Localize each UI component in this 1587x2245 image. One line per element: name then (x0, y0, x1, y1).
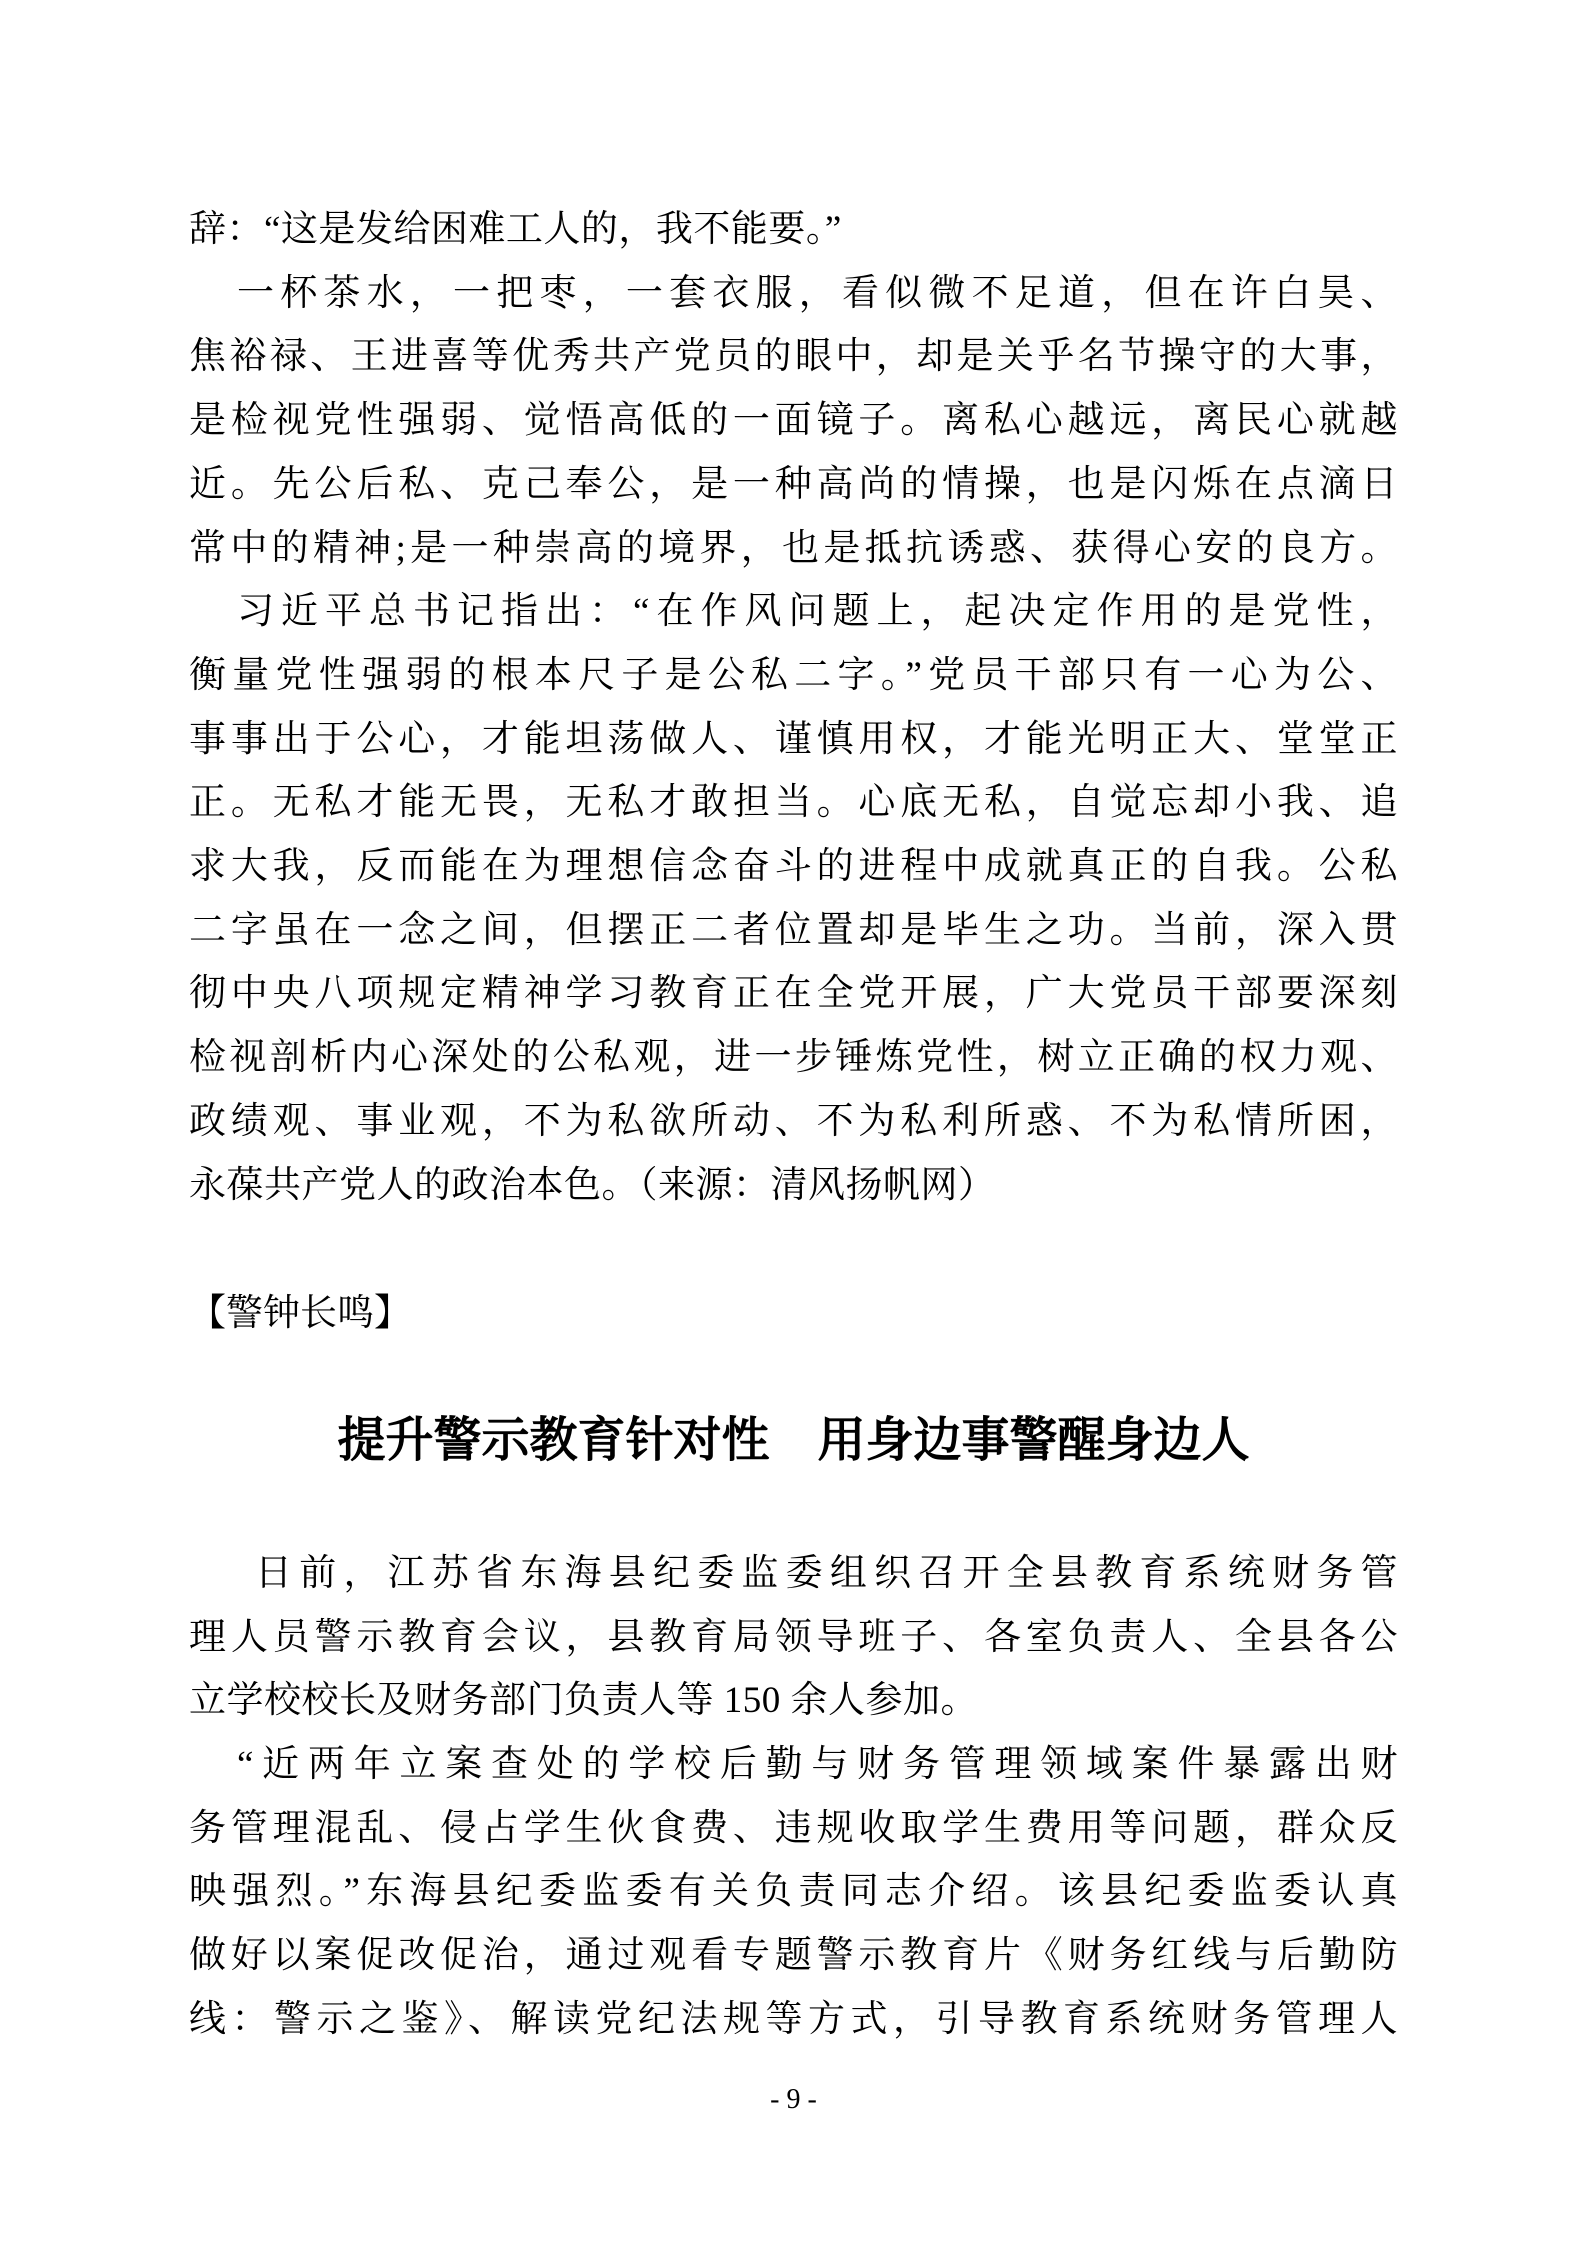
body-line: 一杯茶水，一把枣，一套衣服，看似微不足道，但在许白昊、 (237, 272, 1398, 314)
body-line: 理人员警示教育会议，县教育局领导班子、各室负责人、全县各公 (189, 1616, 1398, 1658)
page-content (189, 198, 1398, 2052)
page-number: - 9 - (770, 2084, 817, 2115)
body-line: 立学校校长及财务部门负责人等 150 余人参加。 (189, 1680, 978, 1722)
body-line: 常中的精神;是一种崇高的境界，也是抵抗诱惑、获得心安的良方。 (189, 527, 1398, 569)
body-line: 做好以案促改促治，通过观看专题警示教育片《财务红线与后勤防 (189, 1935, 1398, 1977)
body-line: 政绩观、事业观，不为私欲所动、不为私利所惑、不为私情所困， (189, 1100, 1398, 1142)
body-line: 求大我，反而能在为理想信念奋斗的进程中成就真正的自我。公私 (189, 846, 1398, 888)
body-line: 事事出于公心，才能坦荡做人、谨慎用权，才能光明正大、堂堂正 (189, 718, 1398, 760)
body-line: 二字虽在一念之间，但摆正二者位置却是毕生之功。当前，深入贯 (189, 909, 1398, 951)
section-header: 【警钟长鸣】 (189, 1293, 411, 1335)
body-line: 日前，江苏省东海县纪委监委组织召开全县教育系统财务管 (255, 1552, 1398, 1594)
body-line: 衡量党性强弱的根本尺子是公私二字。”党员干部只有一心为公、 (189, 654, 1398, 696)
body-line: “近两年立案查处的学校后勤与财务管理领域案件暴露出财 (237, 1744, 1398, 1786)
body-line: 是检视党性强弱、觉悟高低的一面镜子。离私心越远，离民心就越 (189, 400, 1398, 442)
body-line: 检视剖析内心深处的公私观，进一步锤炼党性，树立正确的权力观、 (189, 1037, 1398, 1079)
body-line: 务管理混乱、侵占学生伙食费、违规收取学生费用等问题，群众反 (189, 1807, 1398, 1849)
body-line: 永葆共产党人的政治本色。（来源：清风扬帆网） (189, 1164, 996, 1206)
body-line: 彻中央八项规定精神学习教育正在全党开展，广大党员干部要深刻 (189, 973, 1398, 1015)
body-line: 近。先公后私、克己奉公，是一种高尚的情操，也是闪烁在点滴日 (189, 463, 1398, 505)
body-line: 焦裕禄、王进喜等优秀共产党员的眼中，却是关乎名节操守的大事， (189, 336, 1398, 378)
body-line: 线：警示之鉴》、解读党纪法规等方式，引导教育系统财务管理人 (189, 1998, 1398, 2040)
body-line: 习近平总书记指出：“在作风问题上，起决定作用的是党性， (237, 591, 1398, 633)
body-line: 映强烈。”东海县纪委监委有关负责同志介绍。该县纪委监委认真 (189, 1871, 1398, 1913)
article-title: 提升警示教育针对性 用身边事警醒身边人 (337, 1413, 1250, 1467)
body-line: 正。无私才能无畏，无私才敢担当。心底无私，自觉忘却小我、追 (189, 782, 1398, 824)
body-line: 辞：“这是发给困难工人的，我不能要。” (189, 209, 842, 250)
